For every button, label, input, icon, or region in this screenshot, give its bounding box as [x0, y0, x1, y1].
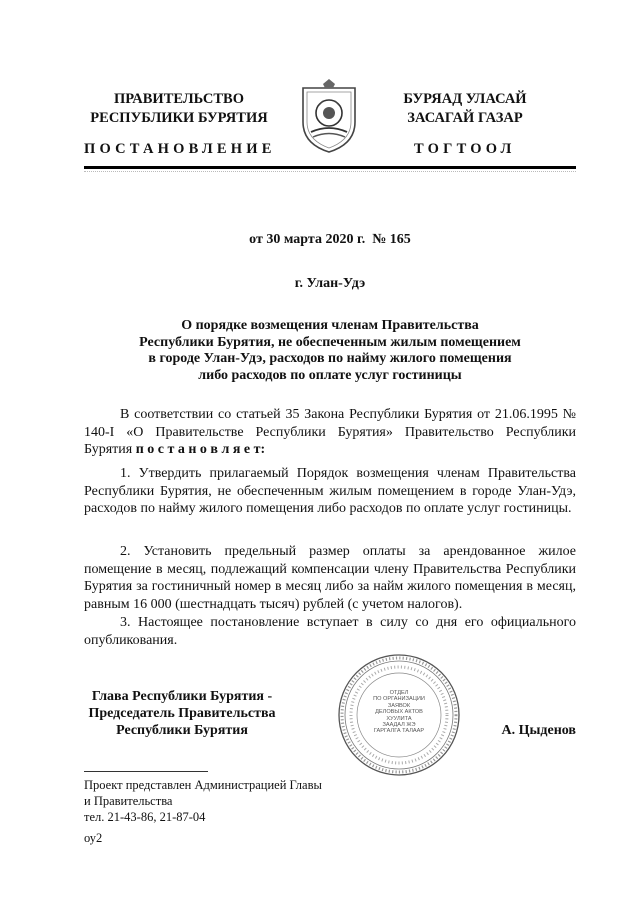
header-right [384, 90, 546, 128]
document-city: г. Улан-Удэ [294, 276, 366, 291]
doc-type-left: ПОСТАНОВЛЕНИЕ [84, 141, 276, 157]
preamble-text: В соответствии со статьей 35 Закона Республики Бурятия от 21.06.1995 № 140-I «О Правительстве Республики Бурятия» Правительство Республики Бурятия [84, 407, 576, 458]
stamp-line: ЗААДАЛ ЖЭ [382, 722, 416, 729]
title-line: Республики Бурятия, не обеспеченным жилым помещением [139, 334, 521, 350]
footer-line: и Правительства [84, 794, 173, 808]
item-paragraph-2 [84, 543, 576, 613]
footer-line: Проект представлен Администрацией Главы [84, 778, 322, 792]
header-left-line1: ПРАВИТЕЛЬСТВО [114, 91, 244, 107]
title-line: О порядке возмещения членам Правительства [181, 318, 479, 333]
stamp-line: ОТДЕЛ [389, 690, 409, 696]
stamp-line: ДЕЛОВЫХ АКТОВ [375, 709, 423, 716]
document-title [120, 318, 540, 384]
header-left [84, 90, 274, 128]
item-paragraph-1 [84, 465, 576, 518]
preamble-resolves: п о с т а н о в л я е т: [135, 442, 266, 458]
footer-code: оу2 [84, 831, 103, 845]
official-seal-stamp [336, 652, 462, 778]
signatory-name: А. Цыденов [501, 723, 576, 738]
header-left-line2: РЕСПУБЛИКИ БУРЯТИЯ [90, 110, 268, 126]
title-line: в городе Улан-Удэ, расходов по найму жилого помещения [148, 351, 512, 366]
footer-line: тел. 21-43-86, 21-87-04 [84, 810, 206, 824]
item-paragraph-3 [84, 614, 576, 649]
footer-note [84, 777, 322, 825]
position-line: Глава Республики Бурятия - [91, 689, 273, 704]
header-right-line2: ЗАСАГАЙ ГАЗАР [407, 110, 523, 126]
stamp-line: ГАРГАЛГА ТАЛААР [373, 728, 425, 735]
position-line: Председатель Правительства [88, 706, 276, 721]
signatory-position [84, 688, 280, 739]
stamp-line: ЗАЯВОК [387, 702, 411, 709]
coat-of-arms-icon [297, 78, 361, 154]
item-text: 2. Установить предельный размер оплаты за арендованное жилое помещение в месяц, подлежащий компенсации члену Правительства Республики Бурятия за гостиничный номер в месяц либо за найм жилого помещения в месяц, равным 16 000 (шестнадцать тысяч) рублей (с учетом налогов). [84, 544, 576, 612]
header-rule [84, 166, 576, 169]
header-right-line1: БУРЯАД УЛАСАЙ [403, 91, 527, 107]
item-text: 1. Утвердить прилагаемый Порядок возмещения членам Правительства Республики Бурятия, не обеспеченным жилым помещением в городе Улан-Удэ, расходов по найму жилого помещения либо расходов по оплате услуг гостиницы. [84, 466, 576, 517]
stamp-line: ХУУЛИТА [386, 715, 412, 722]
document-date-number: от 30 марта 2020 г. № 165 [249, 232, 411, 247]
stamp-line: ПО ОРГАНИЗАЦИИ [373, 696, 425, 703]
footer-rule [84, 771, 208, 772]
doc-type-right: ТОГТООЛ [414, 141, 516, 157]
title-line: либо расходов по оплате услуг гостиницы [198, 367, 462, 383]
position-line: Республики Бурятия [116, 723, 248, 738]
item-text: 3. Настоящее постановление вступает в силу со дня его официального опубликования. [84, 615, 576, 648]
preamble-paragraph [84, 406, 576, 459]
header-dotted-line [84, 171, 576, 173]
